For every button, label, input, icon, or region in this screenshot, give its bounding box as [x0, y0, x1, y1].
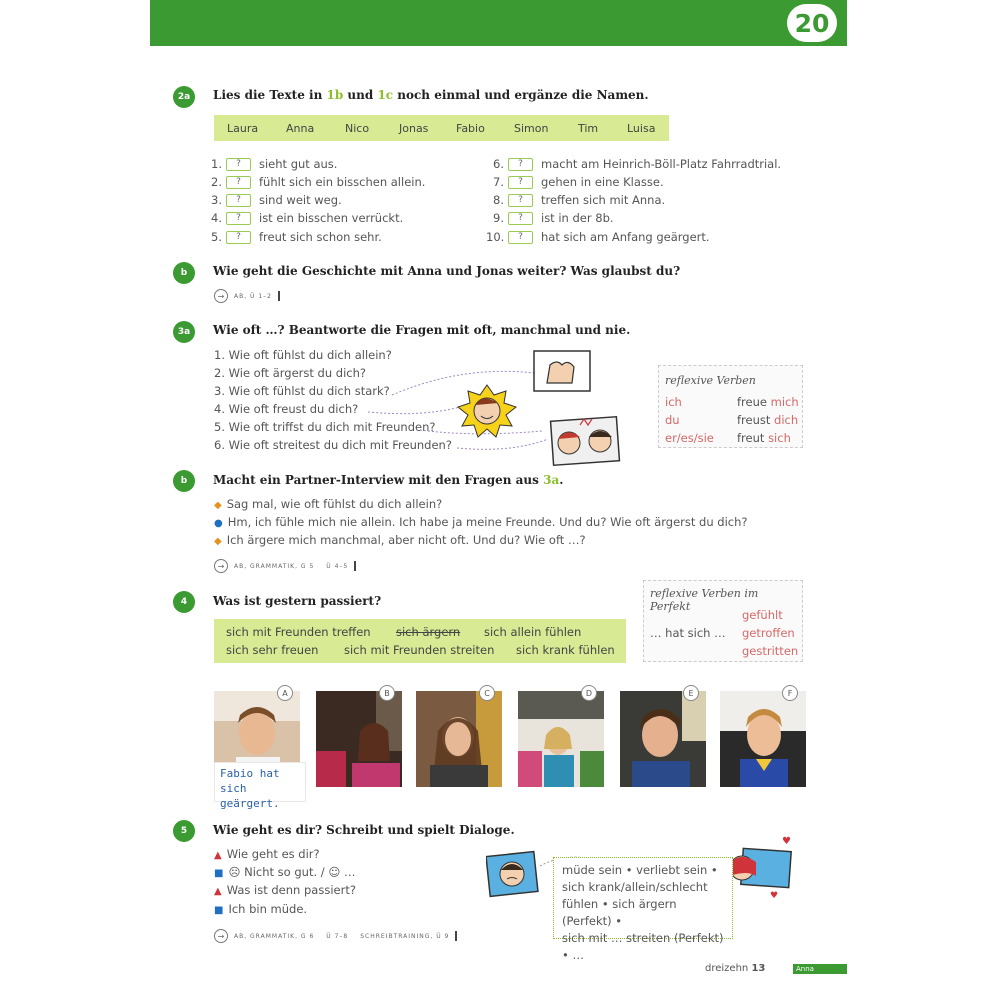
exercise-title-2a: Lies die Texte in 1b und 1c noch einmal und ergänze die Namen.	[213, 88, 649, 102]
photo-label: A	[277, 685, 293, 701]
fill-item: 9. ? ist in der 8b.	[493, 211, 614, 225]
arrow-right-icon: →	[214, 559, 228, 573]
fill-item: 4. ? ist ein bisschen verrückt.	[211, 211, 404, 225]
circle-bullet-icon: ●	[214, 518, 223, 529]
strong-arm-icon	[534, 351, 590, 391]
workbook-reference[interactable]: → AB, GRAMMATIK, G 5 Ü 4–5	[214, 559, 356, 573]
phrase-item: sich krank fühlen	[516, 643, 615, 657]
reflexive-verbs-box: reflexive Verben ich freue mich du freust dich er/es/sie freut sich	[658, 365, 803, 448]
vocabulary-box: müde sein • verliebt sein • sich krank/allein/schlecht fühlen • sich ärgern (Perfekt) • sich mit … streiten (Perfekt) • …	[553, 857, 733, 939]
answer-box[interactable]: ?	[226, 212, 251, 225]
dialog-line: ▲ Was ist denn passiert?	[214, 883, 356, 897]
photo-label: F	[782, 685, 798, 701]
name-item: Fabio	[456, 121, 485, 135]
photo-f	[720, 691, 806, 787]
name-item: Laura	[227, 121, 259, 135]
dialog-line: ■ Ich bin müde.	[214, 902, 308, 916]
triangle-bullet-icon: ▲	[214, 886, 222, 897]
fill-item: 1. ? sieht gut aus.	[211, 157, 338, 171]
answer-box[interactable]: ?	[508, 176, 533, 189]
answer-box[interactable]: ?	[226, 231, 251, 244]
answer-box[interactable]: ?	[508, 212, 533, 225]
phrase-box	[214, 619, 626, 663]
fill-item: 3. ? sind weit weg.	[211, 193, 342, 207]
fill-item: 8. ? treffen sich mit Anna.	[493, 193, 666, 207]
photo-b	[316, 691, 402, 787]
square-bullet-icon: ■	[214, 905, 224, 916]
name-item: Tim	[578, 121, 599, 135]
emotion-illustrations	[362, 345, 632, 470]
fill-item: 10. ? hat sich am Anfang geärgert.	[486, 230, 710, 244]
exercise-badge-2a: 2a	[173, 86, 195, 108]
photo-label: D	[581, 685, 597, 701]
in-love-girl-icon	[729, 836, 791, 900]
dialog-line: ◆ Sag mal, wie oft fühlst du dich allein?	[214, 497, 443, 511]
dialog-line: ● Hm, ich fühle mich nie allein. Ich habe ja meine Freunde. Und du? Wie oft ärgerst du dich?	[214, 515, 748, 529]
name-item: Luisa	[627, 121, 656, 135]
arrow-right-icon: →	[214, 929, 228, 943]
svg-text:♥: ♥	[770, 891, 779, 900]
question-item: 5. Wie oft triffst du dich mit Freunden?	[214, 420, 436, 434]
exercise-title-3b: Macht ein Partner-Interview mit den Fragen aus 3a.	[213, 473, 564, 487]
answer-box[interactable]: ?	[508, 231, 533, 244]
phrase-item-struck: sich ärgern	[396, 625, 461, 639]
chapter-tag: Anna	[793, 964, 847, 974]
svg-text:♥: ♥	[782, 836, 791, 847]
answer-box[interactable]: ?	[226, 194, 251, 207]
answer-box[interactable]: ?	[508, 194, 533, 207]
photo-label: C	[479, 685, 495, 701]
question-item: 1. Wie oft fühlst du dich allein?	[214, 348, 392, 362]
arrow-right-icon: →	[214, 289, 228, 303]
arguing-friends-icon	[551, 417, 620, 465]
happy-face-icon	[458, 385, 516, 437]
phrase-item: sich sehr freuen	[226, 643, 319, 657]
dialog-line: ◆ Ich ärgere mich manchmal, aber nicht oft. Und du? Wie oft …?	[214, 533, 586, 547]
name-item: Anna	[286, 121, 315, 135]
fill-item: 5. ? freut sich schon sehr.	[211, 230, 382, 244]
sad-face-icon: ☹	[228, 865, 241, 879]
name-item: Simon	[514, 121, 549, 135]
photo-d	[518, 691, 604, 787]
phrase-item: sich mit Freunden streiten	[344, 643, 495, 657]
answer-box[interactable]: ?	[226, 158, 251, 171]
exercise-title-2b: Wie geht die Geschichte mit Anna und Jonas weiter? Was glaubst du?	[213, 264, 681, 278]
page-number-badge: 20	[787, 4, 837, 42]
question-item: 3. Wie oft fühlst du dich stark?	[214, 384, 390, 398]
question-item: 2. Wie oft ärgerst du dich?	[214, 366, 367, 380]
diamond-bullet-icon: ◆	[214, 500, 222, 511]
fill-item: 7. ? gehen in eine Klasse.	[493, 175, 664, 189]
photo-label: E	[683, 685, 699, 701]
exercise-badge-2b: b	[173, 262, 195, 284]
exercise-title-3a: Wie oft …? Beantworte die Fragen mit oft, manchmal und nie.	[213, 323, 631, 337]
phrase-item: sich mit Freunden treffen	[226, 625, 371, 639]
dialog-line: ▲ Wie geht es dir?	[214, 847, 320, 861]
exercise-badge-4: 4	[173, 591, 195, 613]
fill-item: 6. ? macht am Heinrich-Böll-Platz Fahrradtrial.	[493, 157, 782, 171]
workbook-reference[interactable]: → AB, Ü 1–2	[214, 289, 280, 303]
name-item: Nico	[345, 121, 370, 135]
workbook-reference[interactable]: → AB, GRAMMATIK, G 6 Ü 7–8 SCHREIBTRAINING, Ü 9	[214, 929, 457, 943]
exercise-title-4: Was ist gestern passiert?	[213, 594, 382, 608]
square-bullet-icon: ■	[214, 868, 224, 879]
photo-label: B	[379, 685, 395, 701]
diamond-bullet-icon: ◆	[214, 536, 222, 547]
answer-box[interactable]: ?	[226, 176, 251, 189]
exercise-title-5: Wie geht es dir? Schreibt und spielt Dialoge.	[213, 823, 515, 837]
exercise-badge-3b: b	[173, 470, 195, 492]
name-word-box	[214, 115, 669, 141]
header-band	[150, 0, 847, 46]
exercise-badge-3a: 3a	[173, 321, 195, 343]
triangle-bullet-icon: ▲	[214, 850, 222, 861]
phrase-item: sich allein fühlen	[484, 625, 582, 639]
dialog-line: ■ ☹ Nicht so gut. / ☺ …	[214, 865, 356, 879]
fill-item: 2. ? fühlt sich ein bisschen allein.	[211, 175, 426, 189]
tired-boy-icon	[486, 852, 538, 897]
exercise-badge-5: 5	[173, 820, 195, 842]
happy-face-icon: ☺	[328, 865, 341, 879]
photo-c	[416, 691, 502, 787]
photo-e	[620, 691, 706, 787]
perfect-tense-box: reflexive Verben im Perfekt … hat sich … gefühlt getroffen gestritten	[643, 580, 803, 662]
answer-box[interactable]: ?	[508, 158, 533, 171]
question-item: 6. Wie oft streitest du dich mit Freunden?	[214, 438, 452, 452]
handwritten-note: Fabio hat sich geärgert.	[214, 762, 306, 802]
name-item: Jonas	[399, 121, 429, 135]
question-item: 4. Wie oft freust du dich?	[214, 402, 359, 416]
page-footer: dreizehn 13	[705, 963, 766, 974]
